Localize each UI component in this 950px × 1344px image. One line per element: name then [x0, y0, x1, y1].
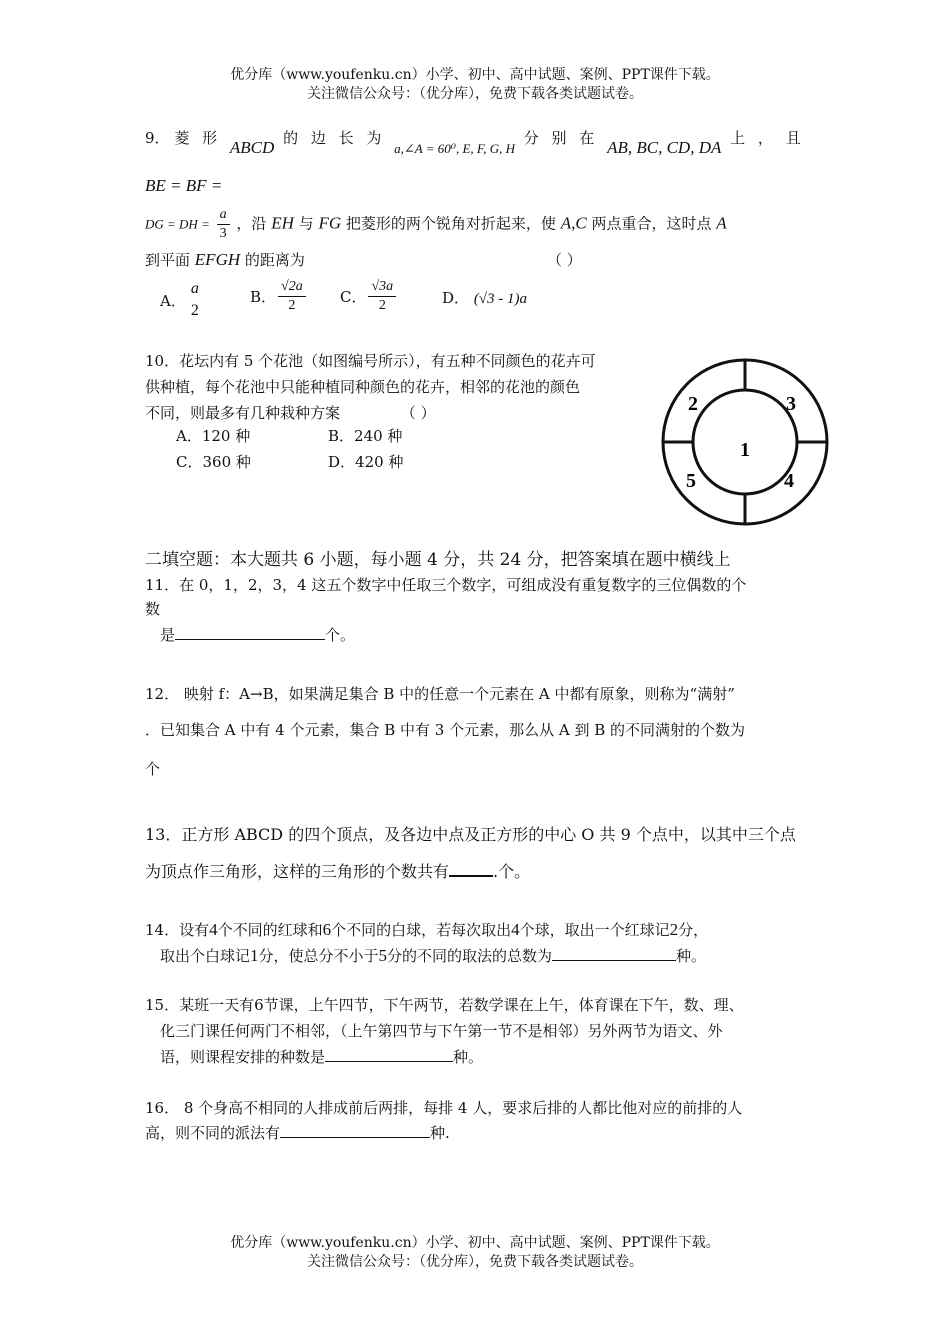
q14-n2: 6 — [322, 920, 332, 939]
pool-label-5: 5 — [686, 470, 696, 492]
pool-label-3: 3 — [786, 393, 796, 415]
q14-n4: 2 — [669, 920, 679, 939]
q14-text-2d: 种。 — [676, 947, 707, 965]
q15-line-2: 化三门课任何两门不相邻，（上午第四节与下午第一节不是相邻）另外两节为语文、外 — [160, 1022, 723, 1040]
q9-option-a-den: 2 — [190, 302, 199, 319]
q15-line-3a: 语，则课程安排的种数是 — [160, 1048, 326, 1066]
q9-be-bf: BE = BF = — [145, 176, 223, 195]
q9-line4-text-a: 到平面 — [145, 251, 191, 269]
q9-ac: A,C — [560, 213, 587, 233]
pool-label-2: 2 — [688, 393, 698, 415]
q16-answer-blank[interactable] — [280, 1121, 430, 1138]
q9-option-b — [250, 278, 308, 315]
q14-text-1a: 14．设有 — [145, 921, 210, 939]
q14-text-1b: 个不同的红球和 — [217, 921, 323, 939]
footer-line-2: 关注微信公众号：（优分库），免费下载各类试题试卷。 — [307, 1254, 643, 1270]
q9-line4-text-b: 的距离为 — [244, 251, 305, 269]
page-header — [0, 66, 950, 104]
q10-line-3: 不同，则最多有几种栽种方案 — [145, 404, 341, 422]
header-line-1: 优分库（www.youfenku.cn）小学、初中、高中试题、案例、PPT课件下载。 — [230, 67, 720, 83]
q9-option-a — [160, 278, 204, 322]
section-2-title: 二填空题：本大题共 6 小题，每小题 4 分，共 24 分，把答案填在题中横线上 — [145, 550, 731, 570]
q12-line-2: ．已知集合 A 中有 4 个元素，集合 B 中有 3 个元素，那么从 A 到 B 的不同满射的个数为 — [145, 721, 746, 739]
q14-text-2b: 分，使总分不小于 — [258, 947, 379, 965]
q12-line-3: 个 — [145, 760, 161, 778]
q16-line-2b: 种. — [430, 1124, 450, 1142]
q9-option-c-label: C． — [340, 288, 367, 306]
q9-option-a-label: A． — [160, 291, 186, 310]
pool-label-4: 4 — [784, 470, 794, 492]
q9-line3-text-b: ，沿 — [236, 214, 267, 233]
q10-line-2: 供种植，每个花池中只能种植同种颜色的花卉，相邻的花池的颜色 — [145, 378, 581, 396]
q10-option-a: A．120 种 — [176, 427, 251, 445]
q9-option-d — [442, 287, 527, 308]
q10-option-c: C．360 种 — [176, 453, 251, 471]
q9-text-4: 上 ， 且 — [730, 129, 805, 147]
q11-line-3a: 是 — [160, 626, 176, 644]
q9-text-1: 菱 形 — [174, 129, 222, 147]
q9-fraction-numerator: a — [217, 206, 230, 225]
q10-answer-paren: （ ） — [400, 404, 436, 422]
q9-number: 9． — [145, 129, 170, 147]
q9-option-b-den: 2 — [288, 298, 296, 313]
q9-option-b-label: B． — [250, 288, 277, 306]
q9-text-3: 分 别 在 — [523, 129, 599, 147]
q14-text-1c: 个不同的白球，若每次取出 — [331, 921, 512, 939]
q16-line-2a: 高，则不同的派法有 — [145, 1124, 281, 1142]
q11-answer-blank[interactable] — [175, 623, 325, 640]
q9-abcd: ABCD — [229, 138, 275, 157]
q9-line3-text-c: 与 — [298, 214, 314, 233]
q14-text-2c: 分的不同的取法的总数为 — [387, 947, 553, 965]
q9-sides: AB, BC, CD, DA — [607, 138, 722, 157]
q9-efgh: EFGH — [194, 250, 241, 269]
q9-line3-text-e: 两点重合，这时点 — [591, 214, 712, 233]
pool-label-1: 1 — [740, 439, 750, 461]
q14-answer-blank[interactable] — [552, 944, 676, 961]
q9-option-c-num: √3a — [368, 278, 396, 297]
q14-n3: 4 — [511, 920, 520, 939]
q9-option-b-num: √2a — [278, 278, 306, 297]
q11-line-2: 数 — [145, 600, 161, 618]
q11-line-1: 11．在 0，1，2，3，4 这五个数字中任取三个数字，可组成没有重复数字的三位偶数的个 — [145, 576, 747, 594]
q15-answer-blank[interactable] — [325, 1045, 453, 1062]
q14-n5: 1 — [250, 946, 259, 965]
q12-line-1: 12． 映射 f：A→B，如果满足集合 B 中的任意一个元素在 A 中都有原象，则称为“满射” — [145, 685, 735, 703]
q9-option-c-den: 2 — [378, 298, 386, 313]
q14-n6: 5 — [378, 946, 388, 965]
q13-line-2b: .个。 — [493, 862, 531, 881]
q13-line-2a: 为顶点作三角形，这样的三角形的个数共有 — [145, 862, 450, 881]
q15-line-1: 15．某班一天有6节课，上午四节，下午两节，若数学课在上午，体育课在下午，数、理、 — [145, 996, 744, 1014]
q9-text-2: 的 边 长 为 — [283, 129, 386, 147]
q13-line-1: 13．正方形 ABCD 的四个顶点，及各边中点及正方形的中心 O 共 9 个点中，以其中三个点 — [145, 825, 796, 844]
q9-option-d-label: D． — [442, 289, 470, 307]
q14-text-1e: 分， — [678, 921, 709, 939]
flower-bed-figure — [655, 355, 835, 530]
q10-line-1: 10．花坛内有 5 个花池（如图编号所示），有五种不同颜色的花卉可 — [145, 352, 596, 370]
q9-option-a-fraction — [188, 278, 202, 322]
q16-line-1: 16． 8 个身高不相同的人排成前后两排，每排 4 人，要求后排的人都比他对应的前排的人 — [145, 1099, 743, 1117]
q9-condition: a,∠A = 60⁰, E, F, G, H — [394, 141, 515, 156]
header-line-2: 关注微信公众号：（优分库），免费下载各类试题试卷。 — [307, 86, 643, 102]
q9-answer-paren: （ ） — [547, 251, 582, 269]
q9-option-b-fraction — [278, 278, 306, 315]
q14-text-2a: 取出个白球记 — [160, 947, 251, 965]
q9-option-c-fraction — [368, 278, 396, 315]
q9-fraction — [217, 206, 230, 243]
q13-answer-blank[interactable] — [449, 859, 493, 877]
q14-n1: 4 — [209, 920, 218, 939]
q9-option-d-value: (√3 - 1)a — [473, 291, 528, 307]
q9-dg-dh: DG = DH = — [145, 216, 210, 232]
q10-option-b: B．240 种 — [328, 427, 403, 445]
q9-option-c — [340, 278, 398, 315]
q9-eh: EH — [271, 213, 294, 233]
q14-text-1d: 个球，取出一个红球记 — [519, 921, 670, 939]
footer-line-1: 优分库（www.youfenku.cn）小学、初中、高中试题、案例、PPT课件下载。 — [230, 1235, 720, 1251]
q11-line-3b: 个。 — [325, 626, 356, 644]
q10-option-d: D．420 种 — [328, 453, 404, 471]
q9-fraction-denominator: 3 — [219, 226, 227, 241]
q9-point-a: A — [716, 213, 727, 233]
page-footer — [0, 1234, 950, 1272]
q15-line-3b: 种。 — [453, 1048, 484, 1066]
q9-line3-text-d: 把菱形的两个锐角对折起来，使 — [345, 214, 556, 233]
q9-option-a-num: a — [190, 280, 199, 297]
q9-fg: FG — [318, 213, 342, 233]
